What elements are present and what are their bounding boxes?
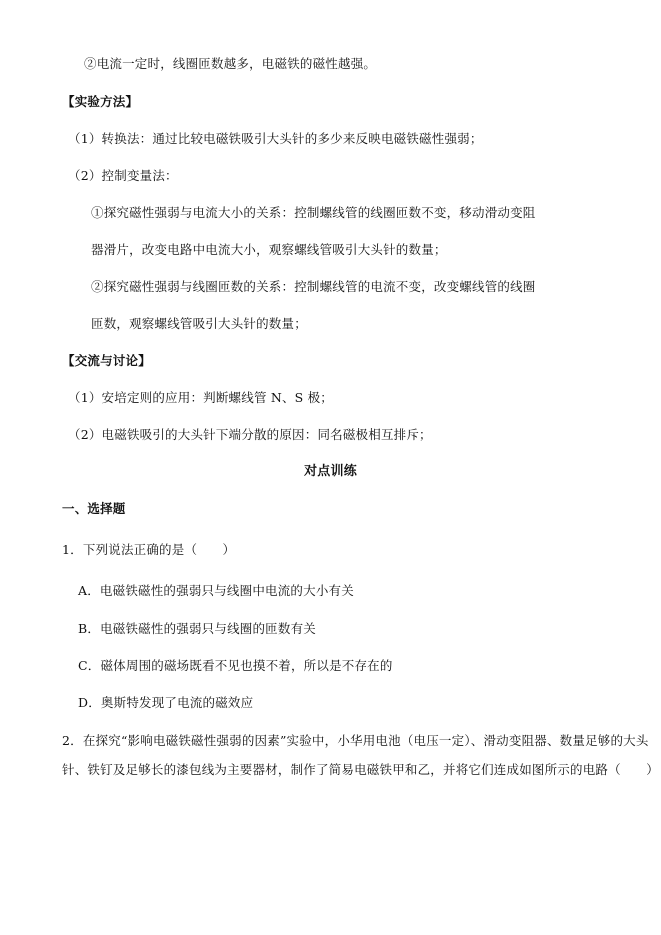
section-heading-discussion: 【交流与讨论】 — [62, 353, 151, 368]
section-title-practice: 对点训练 — [304, 464, 357, 479]
section-heading-choice: 一、选择题 — [62, 501, 126, 516]
question-1-option-c: C．磁体周围的磁场既看不见也摸不着，所以是不存在的 — [78, 658, 393, 673]
method-2-item-1-line-1: ①探究磁性强弱与电流大小的关系：控制螺线管的线圈匝数不变，移动滑动变阻 — [91, 205, 536, 220]
question-1-option-a: A．电磁铁磁性的强弱只与线圈中电流的大小有关 — [78, 583, 354, 598]
discussion-2: （2）电磁铁吸引的大头针下端分散的原因：同名磁极相互排斥； — [68, 427, 432, 442]
question-1: 1．下列说法正确的是（ ） — [62, 542, 236, 557]
question-2-line-2: 针、铁钉及足够长的漆包线为主要器材，制作了简易电磁铁甲和乙，并将它们连成如图所示的电路（ ） — [62, 762, 659, 777]
question-2-line-1: 2．在探究“影响电磁铁磁性强弱的因素”实验中，小华用电池（电压一定）、滑动变阻器、数量足够的大头 — [62, 733, 649, 748]
section-heading-method: 【实验方法】 — [62, 94, 139, 109]
method-1: （1）转换法：通过比较电磁铁吸引大头针的多少来反映电磁铁磁性强弱； — [68, 131, 483, 146]
question-1-option-d: D．奥斯特发现了电流的磁效应 — [78, 695, 254, 710]
method-2: （2）控制变量法： — [68, 168, 178, 183]
method-2-item-2-line-2: 匝数，观察螺线管吸引大头针的数量； — [91, 316, 307, 331]
conclusion-2: ②电流一定时，线圈匝数越多，电磁铁的磁性越强。 — [84, 56, 377, 71]
method-2-item-1-line-2: 器滑片，改变电路中电流大小，观察螺线管吸引大头针的数量； — [91, 242, 447, 257]
question-1-option-b: B．电磁铁磁性的强弱只与线圈的匝数有关 — [78, 621, 316, 636]
method-2-item-2-line-1: ②探究磁性强弱与线圈匝数的关系：控制螺线管的电流不变，改变螺线管的线圈 — [91, 279, 536, 294]
discussion-1: （1）安培定则的应用：判断螺线管 N、S 极； — [68, 390, 334, 405]
